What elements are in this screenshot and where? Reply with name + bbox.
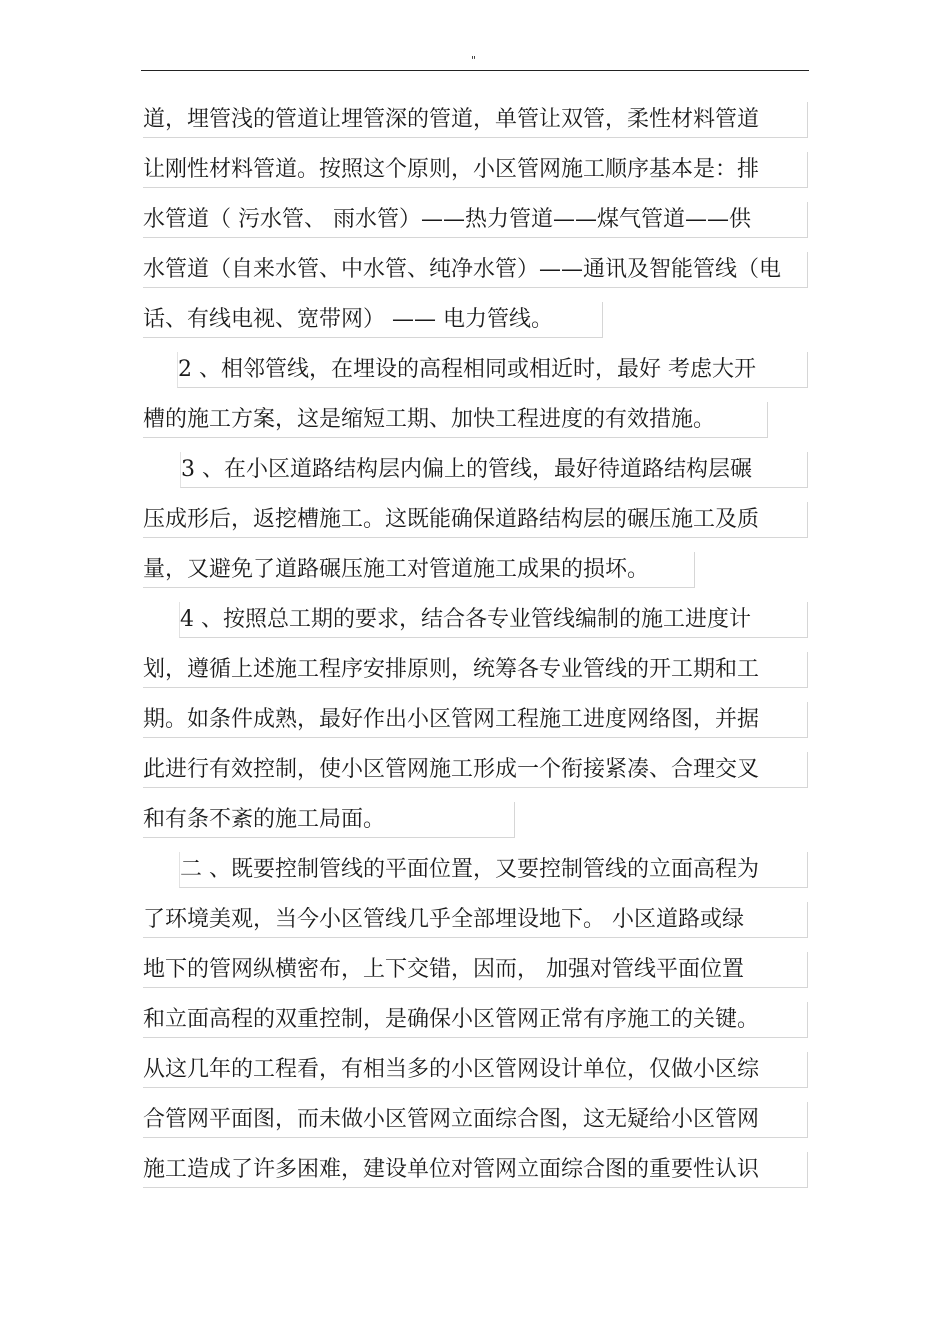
text-line: 了环境美观，当今小区管线几乎全部埋设地下。 小区道路或绿: [143, 902, 808, 938]
text-line: 和有条不紊的施工局面。: [143, 802, 515, 838]
header-mark: ": [471, 54, 477, 67]
text-line: 水管道（自来水管、中水管、纯净水管）——通讯及智能管线（电: [143, 252, 808, 288]
text-line: 划，遵循上述施工程序安排原则，统筹各专业管线的开工期和工: [143, 652, 808, 688]
text-line: 话、有线电视、宽带网） —— 电力管线。: [143, 302, 603, 338]
text-line: 合管网平面图，而未做小区管网立面综合图，这无疑给小区管网: [143, 1102, 808, 1138]
text-line: 量，又避免了道路碾压施工对管道施工成果的损坏。: [143, 552, 695, 588]
text-line: 压成形后，返挖槽施工。这既能确保道路结构层的碾压施工及质: [143, 502, 808, 538]
text-line: 槽的施工方案，这是缩短工期、加快工程进度的有效措施。: [143, 402, 768, 438]
text-line: 地下的管网纵横密布，上下交错，因而， 加强对管线平面位置: [143, 952, 808, 988]
paragraph-first-line: 3 、在小区道路结构层内偏上的管线，最好待道路结构层碾: [180, 452, 808, 488]
paragraph-first-line: 2 、相邻管线，在埋设的高程相同或相近时，最好 考虑大开: [177, 352, 808, 388]
text-line: 让刚性材料管道。按照这个原则，小区管网施工顺序基本是：排: [143, 152, 808, 188]
paragraph-first-line: 二 、既要控制管线的平面位置，又要控制管线的立面高程为: [179, 852, 808, 888]
header-rule: [141, 70, 809, 71]
text-line: 期。如条件成熟，最好作出小区管网工程施工进度网络图，并据: [143, 702, 808, 738]
text-line: 道，埋管浅的管道让埋管深的管道，单管让双管，柔性材料管道: [143, 102, 808, 138]
paragraph-first-line: 4 、按照总工期的要求，结合各专业管线编制的施工进度计: [179, 602, 808, 638]
text-line: 此进行有效控制，使小区管网施工形成一个衔接紧凑、合理交叉: [143, 752, 808, 788]
text-line: 从这几年的工程看，有相当多的小区管网设计单位，仅做小区综: [143, 1052, 808, 1088]
text-line: 施工造成了许多困难，建设单位对管网立面综合图的重要性认识: [143, 1152, 808, 1188]
text-line: 水管道（ 污水管、 雨水管）——热力管道——煤气管道——供: [143, 202, 808, 238]
text-line: 和立面高程的双重控制，是确保小区管网正常有序施工的关键。: [143, 1002, 808, 1038]
